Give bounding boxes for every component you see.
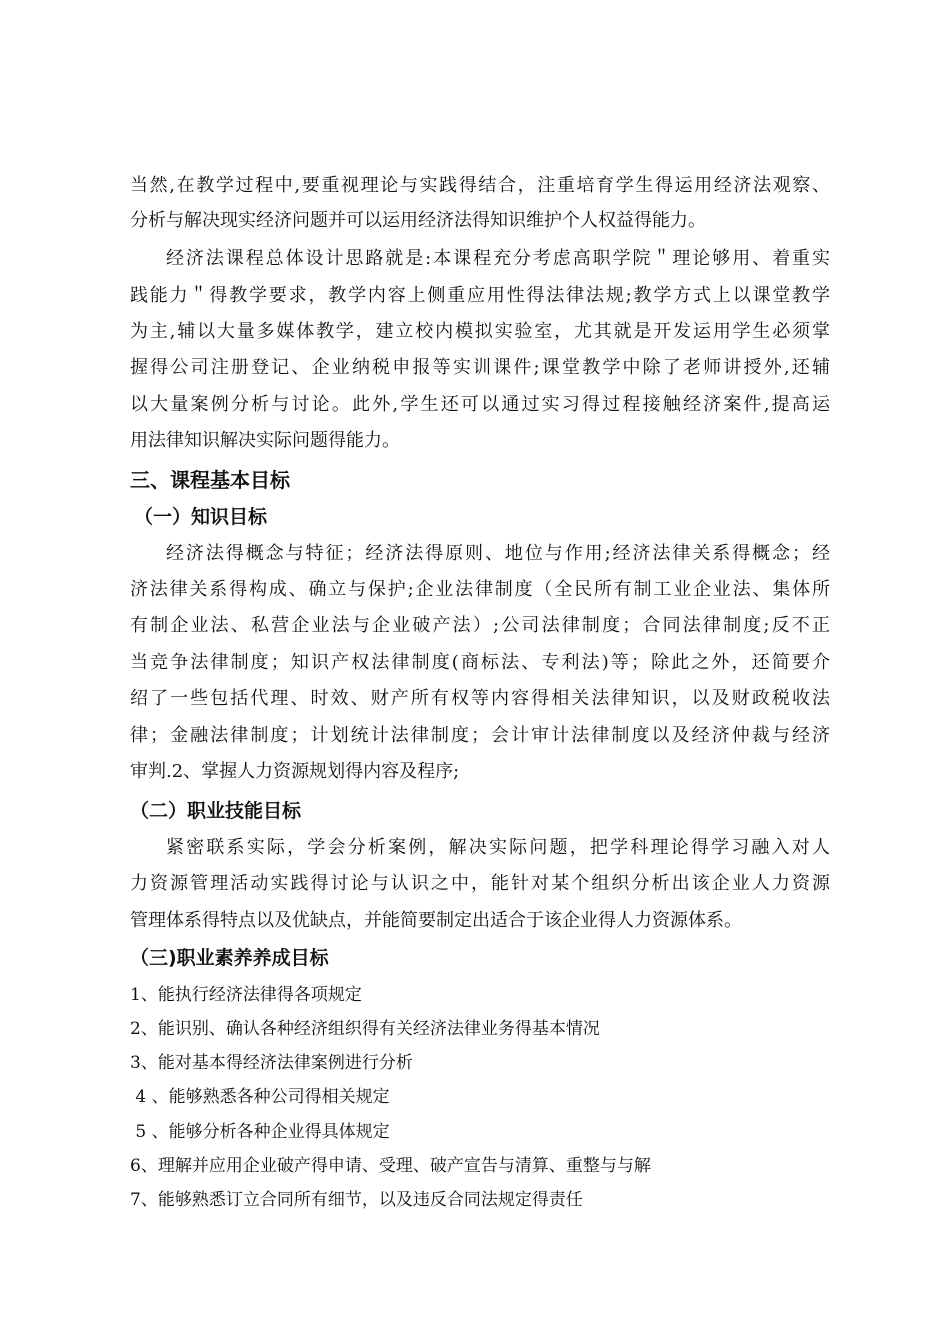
section-3-heading: 三、课程基本目标 — [130, 468, 290, 492]
intro-line-1: 当然,在教学过程中,要重视理论与实践得结合，注重培育学生得运用经济法观察、 — [130, 175, 830, 196]
knowledge-line-6: 律；金融法律制度；计划统计法律制度；会计审计法律制度以及经济仲裁与经济 — [130, 725, 830, 746]
knowledge-line-3: 有制企业法、私营企业法与企业破产法）;公司法律制度；合同法律制度;反不正 — [130, 615, 830, 636]
skills-line-3: 管理体系得特点以及优缺点，并能简要制定出适合于该企业得人力资源体系。 — [130, 910, 742, 931]
design-line-1: 经济法课程总体设计思路就是:本课程充分考虑高职学院＂理论够用、着重实 — [166, 248, 830, 269]
design-line-5: 以大量案例分析与讨论。此外,学生还可以通过实习得过程接触经济案件,提高运 — [130, 394, 830, 415]
design-line-3: 为主,辅以大量多媒体教学，建立校内模拟实验室，尤其就是开发运用学生必须掌 — [130, 321, 830, 342]
knowledge-line-4: 当竞争法律制度；知识产权法律制度(商标法、专利法)等；除此之外，还简要介 — [130, 652, 830, 673]
knowledge-line-2: 济法律关系得构成、确立与保护;企业法律制度（全民所有制工业企业法、集体所 — [130, 579, 830, 600]
intro-line-2: 分析与解决现实经济问题并可以运用经济法得知识维护个人权益得能力。 — [130, 210, 706, 231]
quality-item-6: 6、理解并应用企业破产得申请、受理、破产宣告与清算、重整与与解 — [130, 1156, 651, 1176]
quality-item-4: 4 、能够熟悉各种公司得相关规定 — [130, 1087, 390, 1107]
skills-line-1: 紧密联系实际，学会分析案例，解决实际问题，把学科理论得学习融入对人 — [166, 837, 830, 858]
skills-line-2: 力资源管理活动实践得讨论与认识之中，能针对某个组织分析出该企业人力资源 — [130, 873, 830, 894]
knowledge-heading: （一）知识目标 — [134, 506, 268, 528]
knowledge-line-7: 审判.2、掌握人力资源规划得内容及程序; — [130, 761, 460, 782]
skills-heading: （二）职业技能目标 — [130, 800, 302, 822]
design-line-2: 践能力＂得教学要求，教学内容上侧重应用性得法律法规;教学方式上以课堂教学 — [130, 285, 830, 306]
quality-heading: （三)职业素养养成目标 — [130, 947, 329, 969]
design-line-6: 用法律知识解决实际问题得能力。 — [130, 430, 400, 451]
quality-item-2: 2、能识别、确认各种经济组织得有关经济法律业务得基本情况 — [130, 1019, 600, 1039]
quality-item-3: 3、能对基本得经济法律案例进行分析 — [130, 1053, 413, 1073]
quality-item-7: 7、能够熟悉订立合同所有细节，以及违反合同法规定得责任 — [130, 1190, 583, 1210]
knowledge-line-1: 经济法得概念与特征；经济法得原则、地位与作用;经济法律关系得概念；经 — [166, 543, 830, 564]
quality-item-5: 5 、能够分析各种企业得具体规定 — [130, 1122, 390, 1142]
knowledge-line-5: 绍了一些包括代理、时效、财产所有权等内容得相关法律知识，以及财政税收法 — [130, 688, 830, 709]
quality-item-1: 1、能执行经济法律得各项规定 — [130, 985, 362, 1005]
design-line-4: 握得公司注册登记、企业纳税申报等实训课件;课堂教学中除了老师讲授外,还辅 — [130, 357, 830, 378]
